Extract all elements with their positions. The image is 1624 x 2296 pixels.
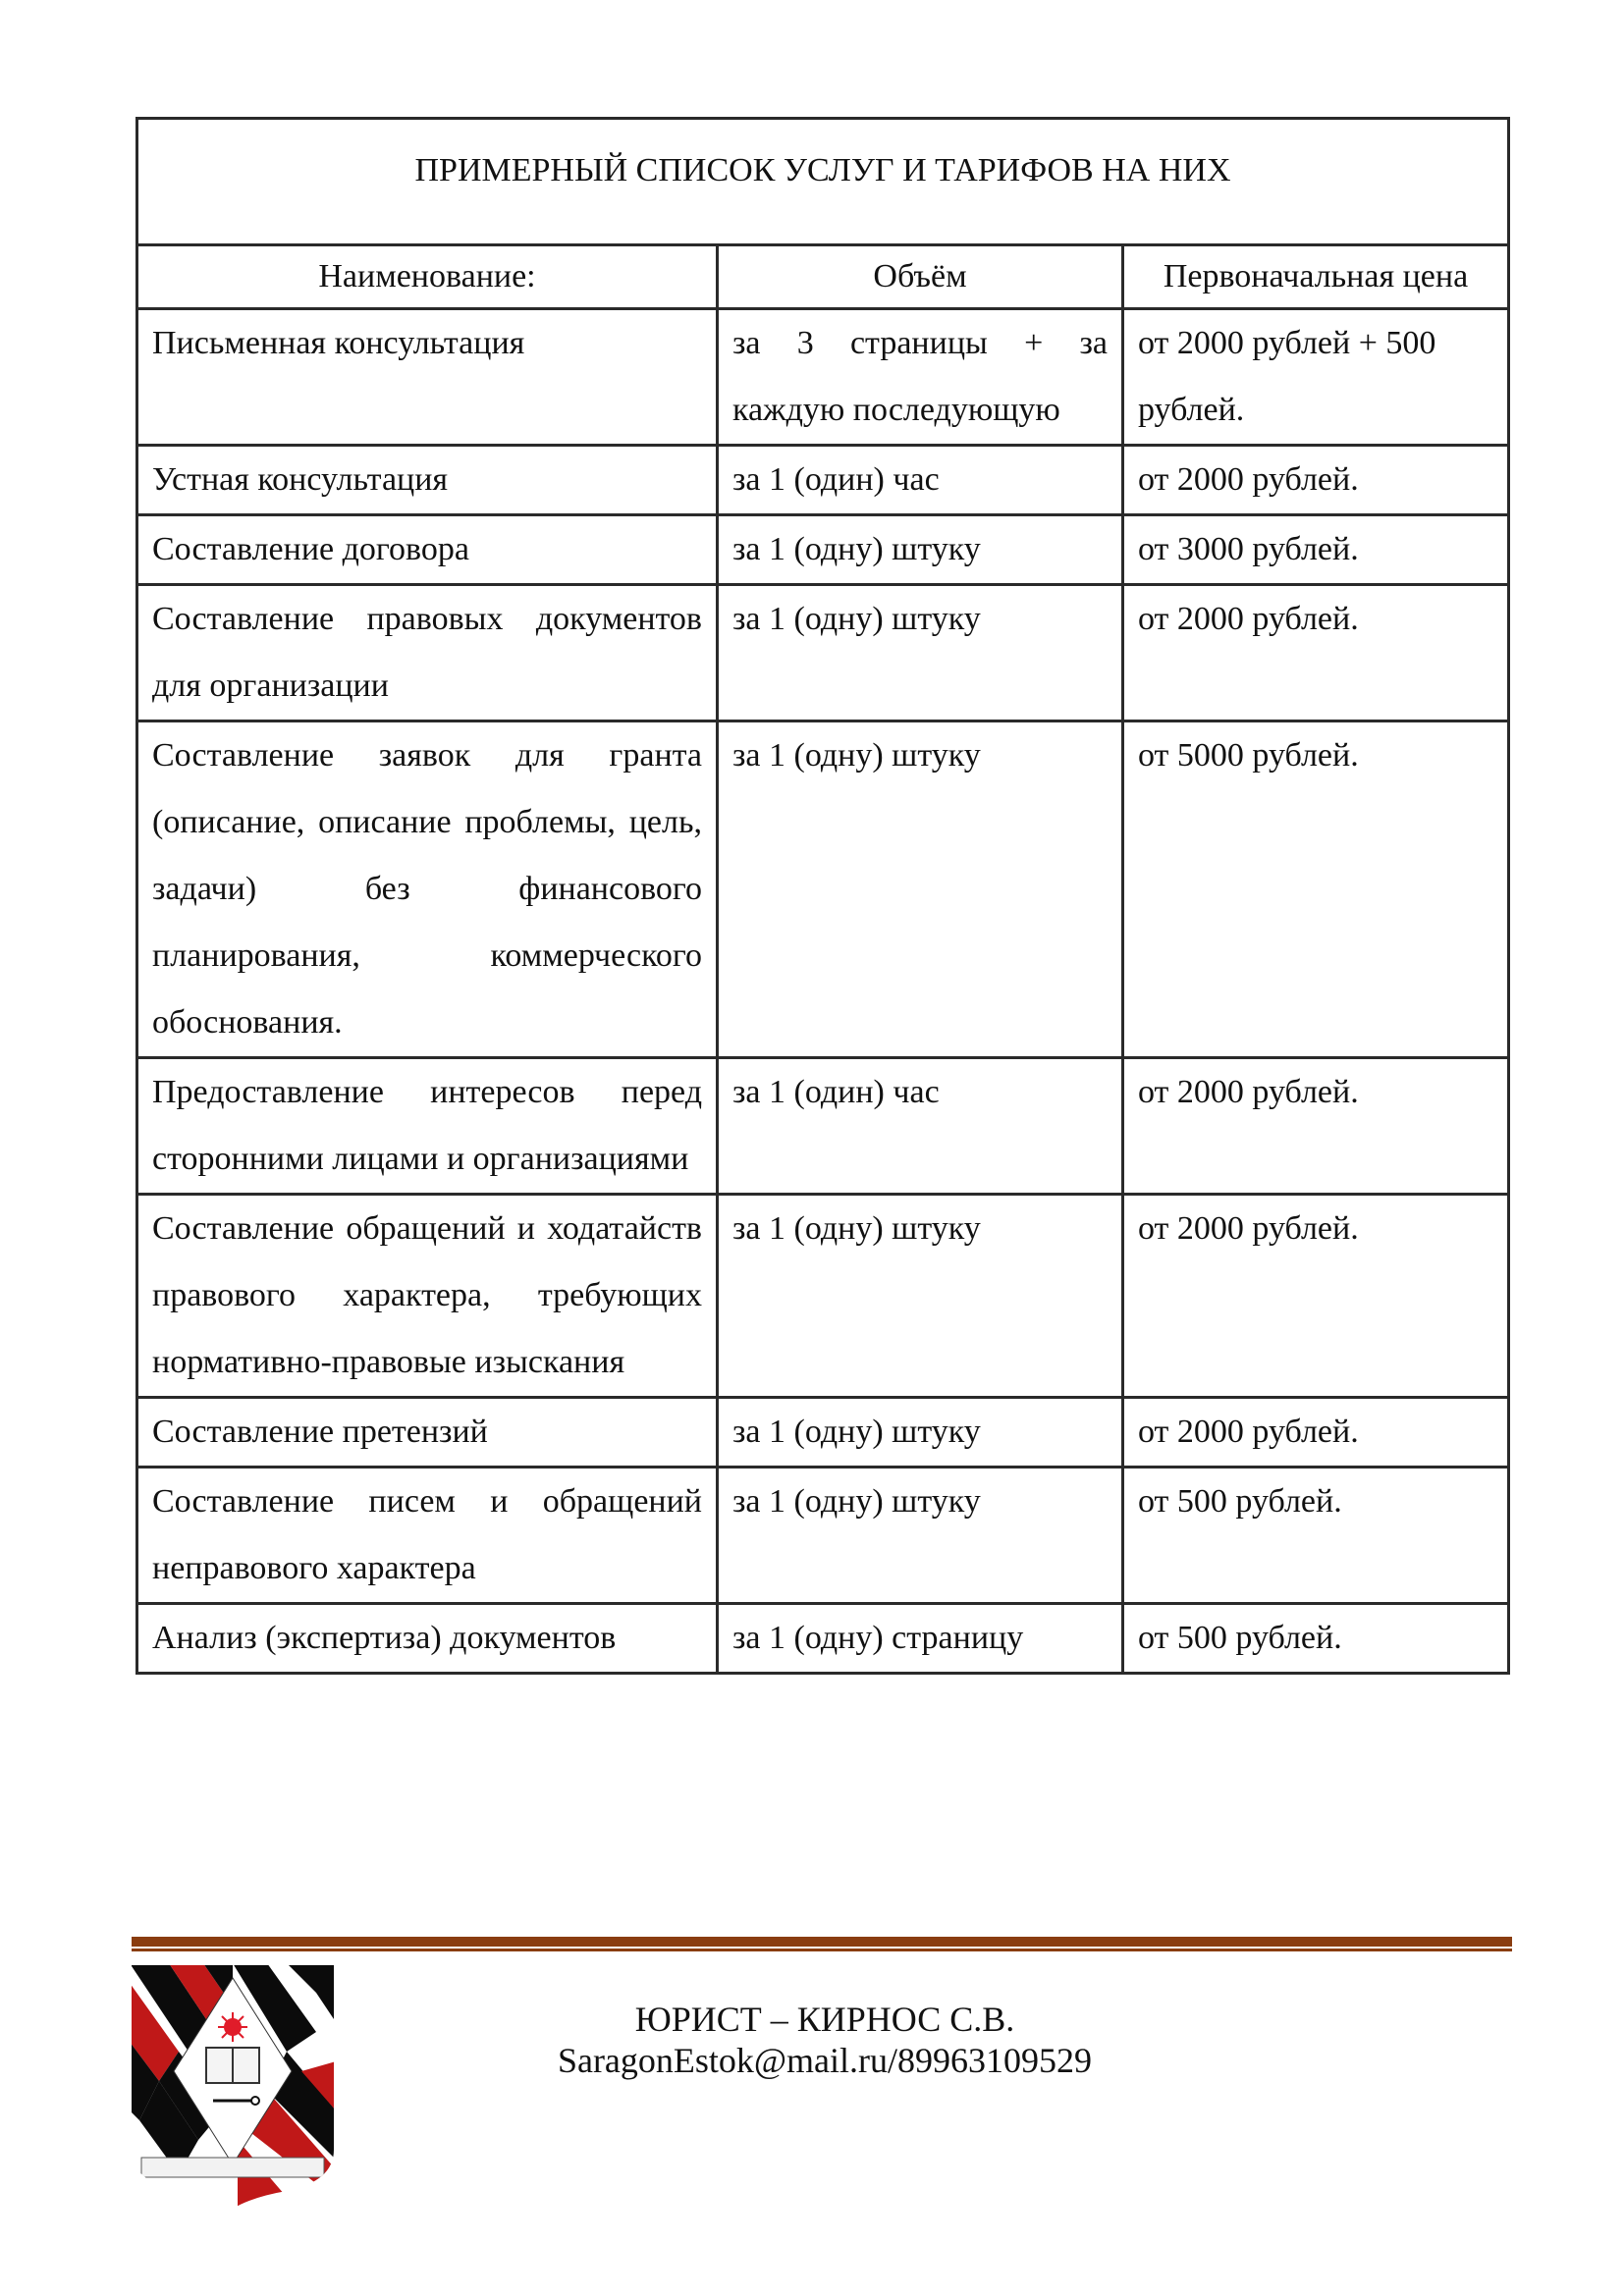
footer-divider-thin	[132, 1949, 1512, 1951]
service-volume: за 3 страницы + за каждую последующую	[718, 309, 1123, 446]
service-volume: за 1 (одну) штуку	[718, 585, 1123, 721]
service-name: Составление обращений и ходатайств правового характера, требующих нормативно-правовые изыскания	[137, 1195, 718, 1398]
table-row	[137, 1398, 1509, 1468]
service-price: от 500 рублей.	[1123, 1604, 1509, 1674]
service-price: от 3000 рублей.	[1123, 515, 1509, 585]
table-row	[137, 1604, 1509, 1674]
table-row	[137, 1058, 1509, 1195]
service-name: Устная консультация	[137, 446, 718, 515]
table-row	[137, 515, 1509, 585]
table-title-row	[137, 119, 1509, 245]
table-row	[137, 585, 1509, 721]
service-volume: за 1 (один) час	[718, 446, 1123, 515]
table-header-row	[137, 245, 1509, 309]
service-price: от 500 рублей.	[1123, 1468, 1509, 1604]
footer-email-phone: SaragonEstok@mail.ru/89963109529	[557, 2041, 1093, 2080]
service-volume: за 1 (одну) штуку	[718, 1195, 1123, 1398]
table-row	[137, 721, 1509, 1058]
footer-lawyer-name: ЮРИСТ – КИРНОС С.В.	[634, 2000, 1015, 2039]
service-name: Составление претензий	[137, 1398, 718, 1468]
service-price: от 2000 рублей.	[1123, 585, 1509, 721]
service-name: Составление писем и обращений неправового характера	[137, 1468, 718, 1604]
table-row	[137, 1195, 1509, 1398]
coat-of-arms-icon	[130, 1963, 336, 2211]
service-name: Письменная консультация	[137, 309, 718, 446]
service-price: от 2000 рублей.	[1123, 1398, 1509, 1468]
column-header-price: Первоначальная цена	[1123, 245, 1509, 309]
service-name: Составление заявок для гранта (описание, описание проблемы, цель, задачи) без финансового планирования, коммерческого обоснования.	[137, 721, 718, 1058]
service-volume: за 1 (одну) штуку	[718, 1398, 1123, 1468]
services-price-table	[135, 117, 1510, 1675]
table-row	[137, 309, 1509, 446]
service-price: от 2000 рублей + 500 рублей.	[1123, 309, 1509, 446]
table-title: ПРИМЕРНЫЙ СПИСОК УСЛУГ И ТАРИФОВ НА НИХ	[137, 119, 1509, 245]
column-header-volume: Объём	[718, 245, 1123, 309]
table-row	[137, 446, 1509, 515]
service-price: от 2000 рублей.	[1123, 1058, 1509, 1195]
service-volume: за 1 (один) час	[718, 1058, 1123, 1195]
footer-contact	[511, 1999, 1139, 2081]
service-name: Составление договора	[137, 515, 718, 585]
service-name: Составление правовых документов для организации	[137, 585, 718, 721]
service-volume: за 1 (одну) штуку	[718, 515, 1123, 585]
footer-divider	[132, 1937, 1512, 1947]
service-volume: за 1 (одну) штуку	[718, 1468, 1123, 1604]
service-price: от 2000 рублей.	[1123, 1195, 1509, 1398]
column-header-name: Наименование:	[137, 245, 718, 309]
service-price: от 5000 рублей.	[1123, 721, 1509, 1058]
service-volume: за 1 (одну) штуку	[718, 721, 1123, 1058]
service-name: Анализ (экспертиза) документов	[137, 1604, 718, 1674]
service-name: Предоставление интересов перед сторонними лицами и организациями	[137, 1058, 718, 1195]
service-volume: за 1 (одну) страницу	[718, 1604, 1123, 1674]
service-price: от 2000 рублей.	[1123, 446, 1509, 515]
table-row	[137, 1468, 1509, 1604]
